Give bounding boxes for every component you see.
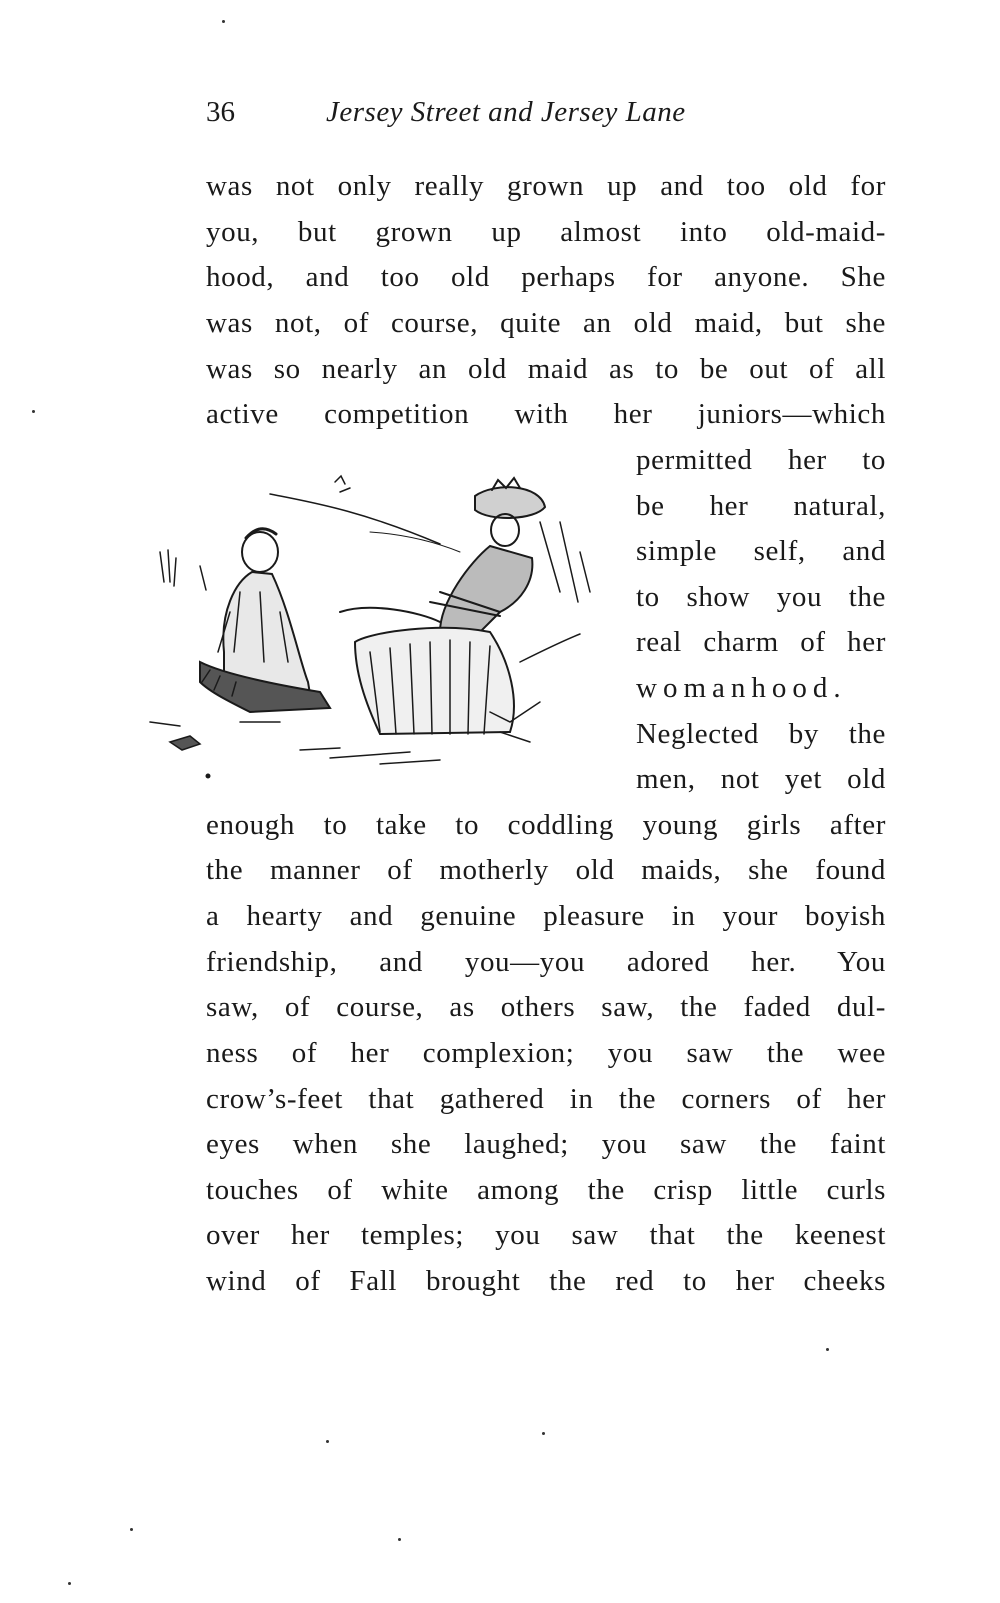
text-line: over her temples; you saw that the keenest <box>206 1219 886 1251</box>
text-line: a hearty and genuine pleasure in your boyish <box>206 900 886 932</box>
text-line: was so nearly an old maid as to be out of all <box>206 353 886 385</box>
text-line: hood, and too old perhaps for anyone. She <box>206 261 886 293</box>
text-line: touches of white among the crisp little curls <box>206 1174 886 1206</box>
running-title: Jersey Street and Jersey Lane <box>326 96 686 128</box>
wrap-text-line: real charm of her <box>636 626 886 658</box>
wrap-text-line: be her natural, <box>636 490 886 522</box>
text-line: crow’s-feet that gathered in the corners of her <box>206 1083 886 1115</box>
wrap-text-line: womanhood. <box>636 672 847 704</box>
wrap-text-line: simple self, and <box>636 535 886 567</box>
boy-and-woman-sketch-icon <box>140 462 610 802</box>
text-line: wind of Fall brought the red to her cheeks <box>206 1265 886 1297</box>
page-header <box>206 96 786 140</box>
text-line: eyes when she laughed; you saw the faint <box>206 1128 886 1160</box>
wrap-text-line: Neglected by the <box>636 718 886 750</box>
text-line: saw, of course, as others saw, the faded dul- <box>206 991 886 1023</box>
text-line: the manner of motherly old maids, she found <box>206 854 886 886</box>
text-line: was not, of course, quite an old maid, but she <box>206 307 886 339</box>
text-line: was not only really grown up and too old for <box>206 170 886 202</box>
wrap-text-line: permitted her to <box>636 444 886 476</box>
wrap-text-line: men, not yet old <box>636 763 886 795</box>
text-line: active competition with her juniors—which <box>206 398 886 430</box>
text-line: friendship, and you—you adored her. You <box>206 946 886 978</box>
text-line: ness of her complexion; you saw the wee <box>206 1037 886 1069</box>
page-number: 36 <box>206 96 235 128</box>
text-line: enough to take to coddling young girls after <box>206 809 886 841</box>
wrap-text-line: to show you the <box>636 581 886 613</box>
text-line: you, but grown up almost into old-maid- <box>206 216 886 248</box>
